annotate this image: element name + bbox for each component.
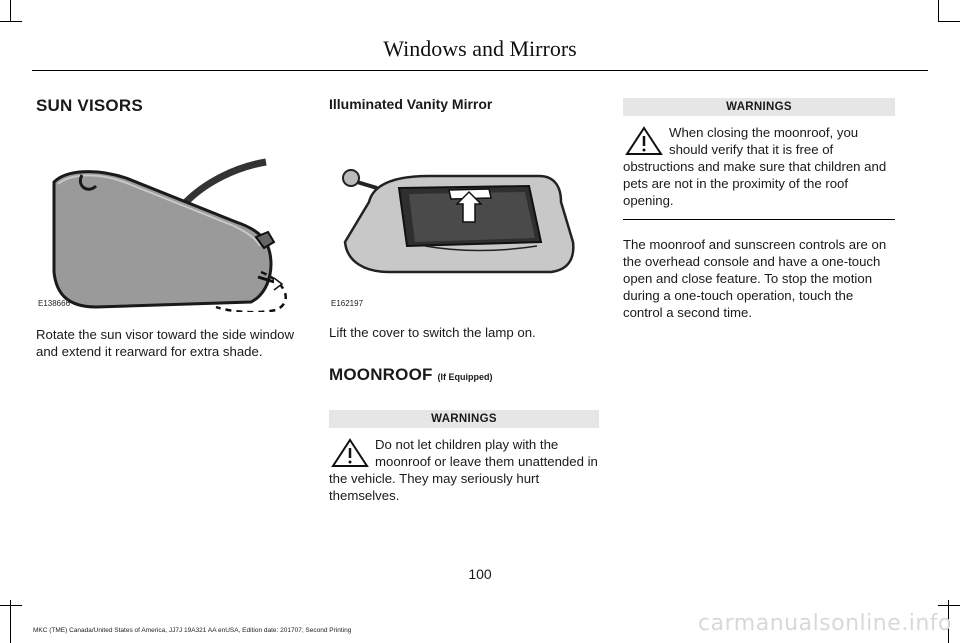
moonroof-heading-note: (If Equipped): [437, 372, 493, 382]
vanity-mirror-illustration: [329, 142, 599, 312]
column-sun-visors: [36, 96, 306, 360]
crop-mark: [938, 21, 960, 22]
section-heading-sun-visors: SUN VISORS: [36, 96, 143, 115]
warning-text: When closing the moonroof, you should verify that it is free of obstructions and make sure that children and pets are not in the proximity of the roof opening.: [623, 125, 887, 208]
warnings-label: WARNINGS: [623, 98, 895, 116]
sun-visor-illustration: [36, 142, 306, 312]
subheading-vanity-mirror: Illuminated Vanity Mirror: [329, 96, 493, 112]
figure-code: E162197: [331, 299, 364, 308]
crop-mark: [10, 0, 11, 22]
warnings-rule: [623, 219, 895, 220]
crop-mark: [10, 600, 11, 643]
vanity-mirror-text: Lift the cover to switch the lamp on.: [329, 325, 536, 340]
sun-visor-figure: [36, 142, 306, 312]
moonroof-controls-text: The moonroof and sunscreen controls are on the overhead console and have a one-touch open and close feature. To stop the motion during a one-touch operation, touch the control a second time.: [623, 237, 887, 320]
header-rule: [32, 70, 928, 71]
sun-visor-text: Rotate the sun visor toward the side window and extend it rearward for extra shade.: [36, 327, 295, 359]
warning-triangle-icon: [625, 126, 663, 156]
warning-block: [623, 124, 895, 209]
watermark: carmanualsonline.info: [698, 611, 952, 636]
figure-code: E138666: [38, 299, 71, 308]
warning-block: [329, 436, 599, 504]
column-vanity-moonroof: [329, 96, 599, 504]
column-moonroof-continued: [623, 98, 895, 321]
moonroof-heading-text: MOONROOF: [329, 365, 433, 384]
crop-mark: [0, 21, 22, 22]
warnings-box: [329, 410, 599, 504]
section-heading-moonroof: [329, 365, 599, 385]
warning-text: Do not let children play with the moonroof or leave them unattended in the vehicle. They may seriously hurt themselves.: [329, 437, 598, 503]
page-number: 100: [468, 566, 492, 582]
crop-mark: [0, 605, 22, 606]
page-title: Windows and Mirrors: [383, 36, 577, 61]
warning-triangle-icon: [331, 438, 369, 468]
vanity-mirror-figure: [329, 142, 599, 312]
crop-mark: [938, 605, 960, 606]
footer-text: MKC (TME) Canada/United States of America, JJ7J 19A321 AA enUSA, Edition date: 201707, Second Printing: [33, 627, 352, 634]
crop-mark: [938, 0, 939, 22]
warnings-label: WARNINGS: [329, 410, 599, 428]
